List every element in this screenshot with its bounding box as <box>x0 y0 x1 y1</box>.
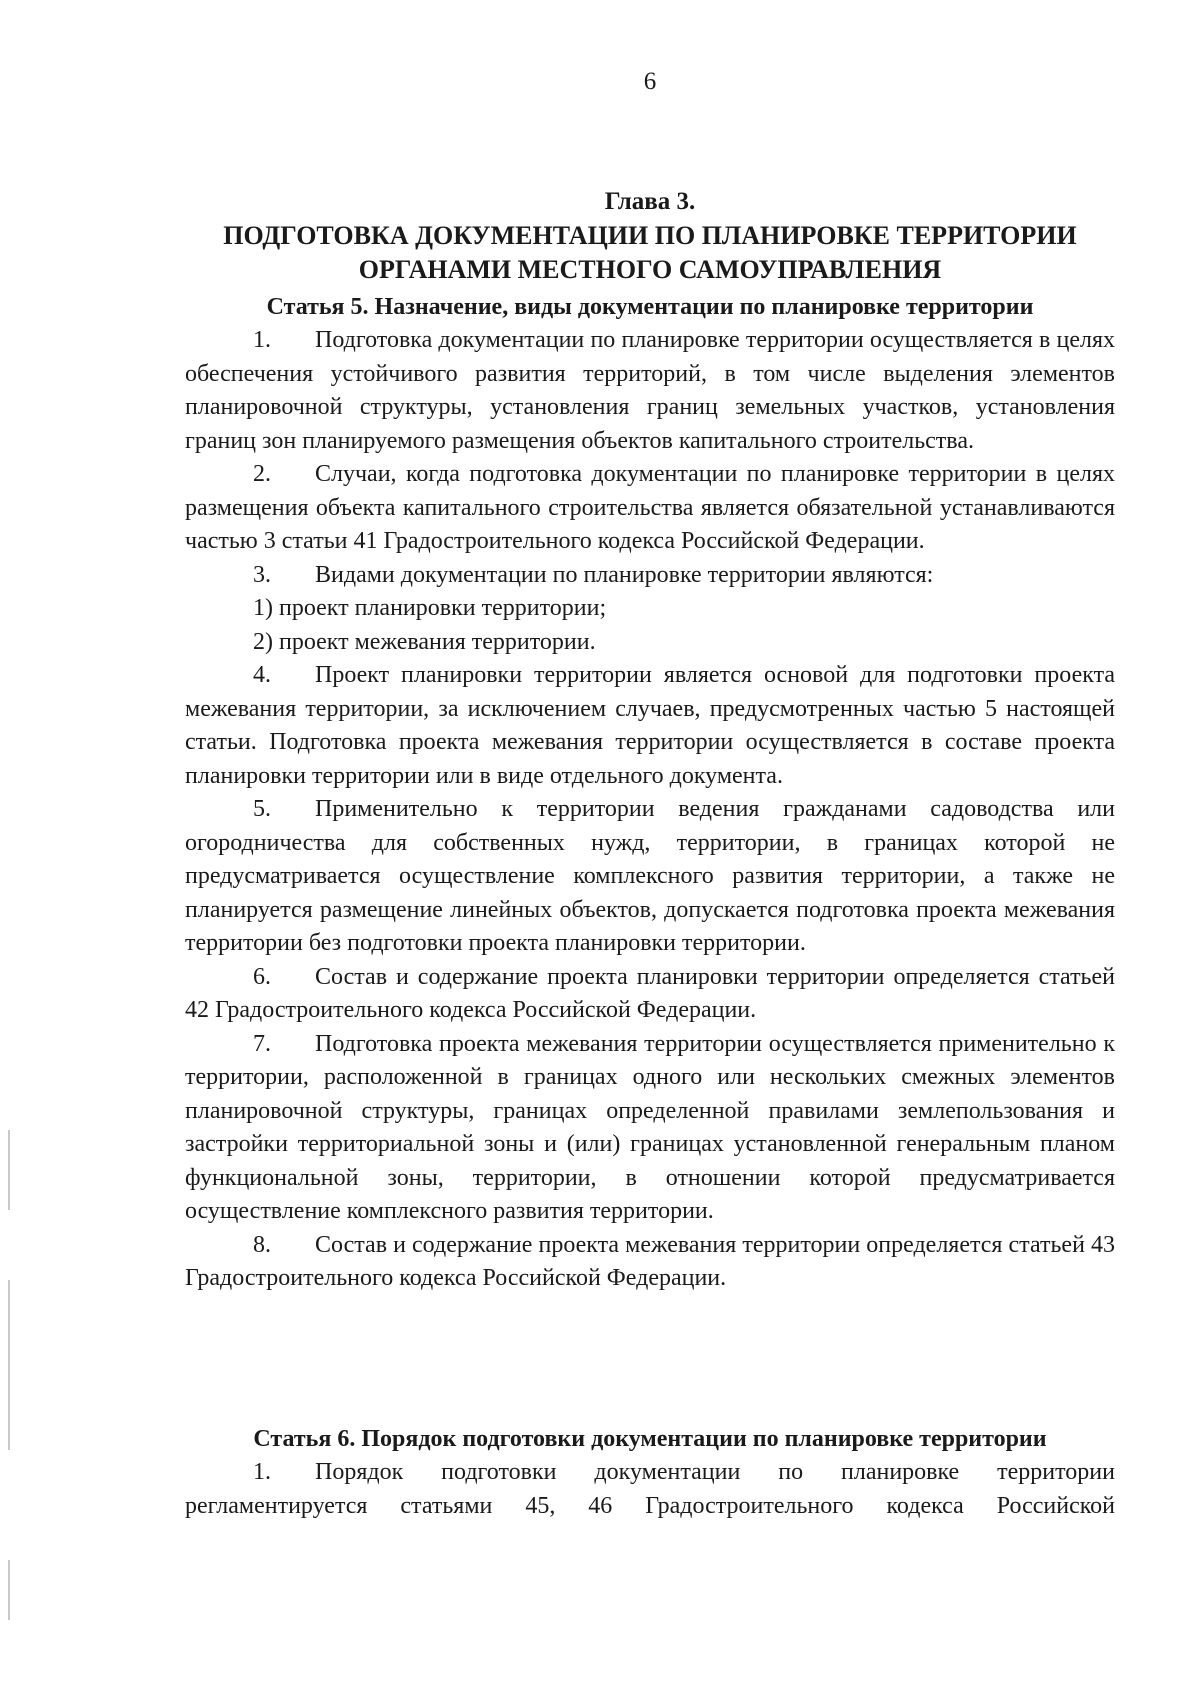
paragraph-text: Подготовка документации по планировке территории осуществляется в целях обеспечения устойчивого развития территорий, в том числе выделения элементов планировочной структуры, установления границ земельных участков, установления границ зон планируемого размещения объектов капитального строительства. <box>185 327 1115 454</box>
paragraph-number: 8. <box>253 1231 271 1258</box>
paragraph-number: 1. <box>253 327 271 353</box>
scan-edge-mark <box>8 1280 10 1450</box>
article-5-subitem-1: 1) проект планировки территории; <box>253 595 607 621</box>
paragraph-number: 3. <box>253 561 271 588</box>
article-5-paragraph-5 <box>185 793 1115 961</box>
paragraph-text: Порядок подготовки документации по планировке территории регламентируется статьями 45, 46 Градостроительного кодекса Российской <box>185 1459 1115 1519</box>
article-5-subitem-2: 2) проект межевания территории. <box>253 628 596 655</box>
article-6-paragraph-1 <box>185 1456 1115 1523</box>
paragraph-number: 5. <box>253 796 271 822</box>
paragraph-text: Состав и содержание проекта планировки территории определяется статьей 42 Градостроительного кодекса Российской Федерации. <box>185 963 1115 1023</box>
article-5-paragraph-4 <box>185 659 1115 793</box>
paragraph-number: 7. <box>253 1030 271 1057</box>
paragraph-text: Применительно к территории ведения гражданами садоводства или огородничества для собственных нужд, территории, в границах которой не предусматривается осуществление комплексного развития территории, а также не планируется размещение линейных объектов, допускается подготовка проекта межевания территории без подготовки проекта планировки территории. <box>185 796 1115 956</box>
article-6 <box>185 1422 1115 1523</box>
paragraph-text: Видами документации по планировке территории являются: <box>315 561 934 588</box>
article-6-heading: Статья 6. Порядок подготовки документации по планировке территории <box>253 1426 1047 1452</box>
article-5-paragraph-6 <box>185 961 1115 1028</box>
scan-edge-mark <box>8 1130 10 1210</box>
paragraph-text: Случаи, когда подготовка документации по планировке территории в целях размещения объекта капитального строительства является обязательной устанавливаются частью 3 статьи 41 Градостроительного кодекса Российской Федерации. <box>185 461 1115 554</box>
article-5 <box>185 290 1115 1296</box>
chapter-title-line2: ОРГАНАМИ МЕСТНОГО САМОУПРАВЛЕНИЯ <box>358 255 942 284</box>
chapter-label: Глава 3. <box>604 188 696 215</box>
article-5-paragraph-2 <box>185 458 1115 559</box>
article-5-paragraph-1 <box>185 324 1115 458</box>
paragraph-number: 6. <box>253 963 271 990</box>
paragraph-number: 2. <box>253 461 271 487</box>
article-5-heading: Статья 5. Назначение, виды документации по планировке территории <box>266 294 1034 320</box>
paragraph-text: Подготовка проекта межевания территории осуществляется применительно к территории, расположенной в границах одного или нескольких смежных элементов планировочной структуры, границах определенной правилами землепользования и застройки территориальной зоны и (или) границах установленной генеральным планом функциональной зоны, территории, в отношении которой предусматривается осуществление комплексного развития территории. <box>185 1030 1115 1224</box>
page-number: 6 <box>643 68 657 95</box>
article-5-paragraph-8 <box>185 1229 1115 1296</box>
paragraph-text: Состав и содержание проекта межевания территории определяется статьей 43 Градостроительного кодекса Российской Федерации. <box>185 1231 1115 1291</box>
paragraph-number: 4. <box>253 662 271 688</box>
article-5-paragraph-3 <box>185 559 1115 593</box>
paragraph-number: 1. <box>253 1459 271 1485</box>
paragraph-text: Проект планировки территории является основой для подготовки проекта межевания территории, за исключением случаев, предусмотренных частью 5 настоящей статьи. Подготовка проекта межевания территории осуществляется в составе проекта планировки территории или в виде отдельного документа. <box>185 662 1115 789</box>
chapter-header <box>185 185 1115 287</box>
scan-edge-mark <box>8 1560 10 1620</box>
article-5-paragraph-7 <box>185 1028 1115 1229</box>
chapter-title-line1: ПОДГОТОВКА ДОКУМЕНТАЦИИ ПО ПЛАНИРОВКЕ ТЕРРИТОРИИ <box>223 221 1077 250</box>
